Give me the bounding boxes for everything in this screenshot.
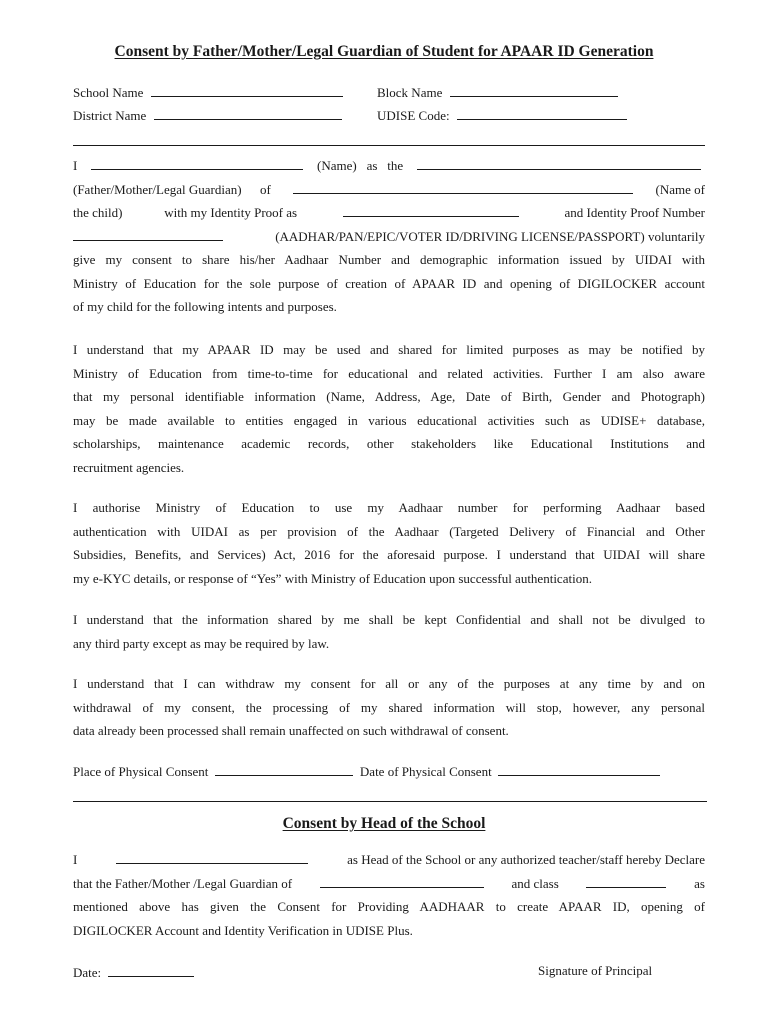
place-of-consent-label: Place of Physical Consent [73, 764, 209, 779]
head-consent-title: Consent by Head of the School [282, 815, 486, 832]
district-name-label: District Name [73, 108, 147, 123]
consent-i: I [73, 158, 78, 173]
head-line-2 [73, 872, 705, 896]
consent-paragraph [73, 154, 705, 319]
identity-proof-field[interactable] [343, 203, 519, 217]
consent-doc-types: (AADHAR/PAN/EPIC/VOTER ID/DRIVING LICENSE/PASSPORT) voluntarily [275, 228, 705, 244]
identity-proof-number-field[interactable] [73, 227, 223, 241]
paragraph-apaar-usage [73, 338, 705, 479]
para4-line: I understand that the information shared by me shall be kept Confidential and shall not be divulged to [73, 612, 705, 627]
udise-code-label: UDISE Code: [377, 108, 450, 123]
district-name-field[interactable] [154, 106, 342, 120]
block-name-label: Block Name [377, 85, 443, 100]
date-field[interactable] [108, 963, 194, 977]
consent-relation-label: (Father/Mother/Legal Guardian) [73, 181, 242, 197]
consent-line-5: give my consent to share his/her Aadhaar Number and demographic information issued by UIDAI with [73, 252, 705, 267]
paragraph-confidential [73, 608, 705, 655]
date-of-consent-field[interactable] [498, 762, 660, 776]
udise-code-field[interactable] [457, 106, 627, 120]
physical-consent-row [73, 762, 660, 780]
section-divider [73, 801, 707, 802]
paragraph-authorise [73, 496, 705, 590]
para3-line: my e-KYC details, or response of “Yes” with Ministry of Education upon successful authentication. [73, 570, 592, 586]
consent-line-1 [73, 154, 705, 178]
form-title: Consent by Father/Mother/Legal Guardian of Student for APAAR ID Generation [114, 43, 654, 60]
block-name-field[interactable] [450, 83, 618, 97]
para3-line: authentication with UIDAI as per provision of the Aadhaar (Targeted Delivery of Financial and Other [73, 523, 705, 539]
consent-the: the [387, 158, 404, 173]
head-class-field[interactable] [586, 874, 666, 888]
district-name-row [73, 106, 342, 124]
relation-field[interactable] [417, 156, 701, 170]
para4-line: any third party except as may be required by law. [73, 635, 330, 651]
paragraph-withdraw [73, 672, 705, 743]
consent-proof-number: and Identity Proof Number [564, 205, 705, 220]
head-guardian-of: that the Father/Mother /Legal Guardian of [73, 875, 293, 891]
para2-line: Ministry of Education from time-to-time for educational and related activities. Further I am also aware [73, 365, 705, 381]
parent-name-field[interactable] [91, 156, 303, 170]
para2-line: may be made available to entities engaged in various educational activities such as UDISE+ database, [73, 412, 705, 428]
consent-line-3 [73, 201, 705, 225]
head-i: I [73, 852, 78, 867]
school-name-field[interactable] [151, 83, 343, 97]
head-name-field[interactable] [116, 850, 308, 864]
head-consent-paragraph [73, 848, 705, 942]
date-of-consent-label: Date of Physical Consent [359, 764, 492, 779]
consent-name-label: (Name) [317, 158, 357, 173]
para3-line: Subsidies, Benefits, and Services) Act, 2016 for the aforesaid purpose. I understand that UIDAI will share [73, 547, 705, 562]
consent-line-6: Ministry of Education for the sole purpose of creation of APAAR ID and opening of DIGILOCKER account [73, 275, 705, 291]
consent-as: as [366, 158, 378, 173]
date-label: Date: [73, 965, 102, 980]
para3-line: I authorise Ministry of Education to use my Aadhaar number for performing Aadhaar based [73, 500, 705, 515]
para5-line: withdrawal of my consent, the processing of my shared information will stop, however, any personal [73, 699, 705, 715]
date-row [73, 963, 194, 981]
para5-line: data already been processed shall remain unaffected on such withdrawal of consent. [73, 723, 509, 738]
para2-line: I understand that my APAAR ID may be used and shared for limited purposes as may be notified by [73, 342, 705, 357]
block-name-row [377, 83, 618, 101]
place-of-consent-field[interactable] [215, 762, 353, 776]
consent-identity-proof: with my Identity Proof as [164, 205, 298, 220]
consent-name-of: (Name of [655, 181, 705, 197]
consent-line-7: of my child for the following intents and purposes. [73, 299, 337, 314]
head-line-4: DIGILOCKER Account and Identity Verification in UDISE Plus. [73, 922, 413, 938]
consent-the-child: the child) [73, 205, 123, 220]
head-and-class: and class [511, 875, 559, 891]
para2-line: that my personal identifiable information (Name, Address, Age, Date of Birth, Gender and Photograph) [73, 389, 705, 404]
head-as: as [694, 875, 705, 891]
consent-of: of [259, 181, 271, 197]
head-line-1 [73, 848, 705, 872]
para5-line: I understand that I can withdraw my consent for all or any of the purposes at any time by and on [73, 676, 705, 691]
child-name-field[interactable] [293, 180, 633, 194]
consent-line-2 [73, 178, 705, 202]
para2-line: scholarships, maintenance academic records, other stakeholders like Educational Institutions and [73, 436, 705, 451]
consent-line-4 [73, 225, 705, 249]
section-divider [73, 145, 705, 146]
udise-code-row [377, 106, 627, 124]
head-student-name-field[interactable] [320, 874, 484, 888]
head-declare: as Head of the School or any authorized teacher/staff hereby Declare [347, 852, 705, 867]
signature-label: Signature of Principal [538, 963, 653, 978]
head-line-3: mentioned above has given the Consent for Providing AADHAAR to create APAAR ID, opening of [73, 899, 705, 914]
para2-line: recruitment agencies. [73, 459, 185, 475]
school-name-label: School Name [73, 85, 144, 100]
school-name-row [73, 83, 343, 101]
